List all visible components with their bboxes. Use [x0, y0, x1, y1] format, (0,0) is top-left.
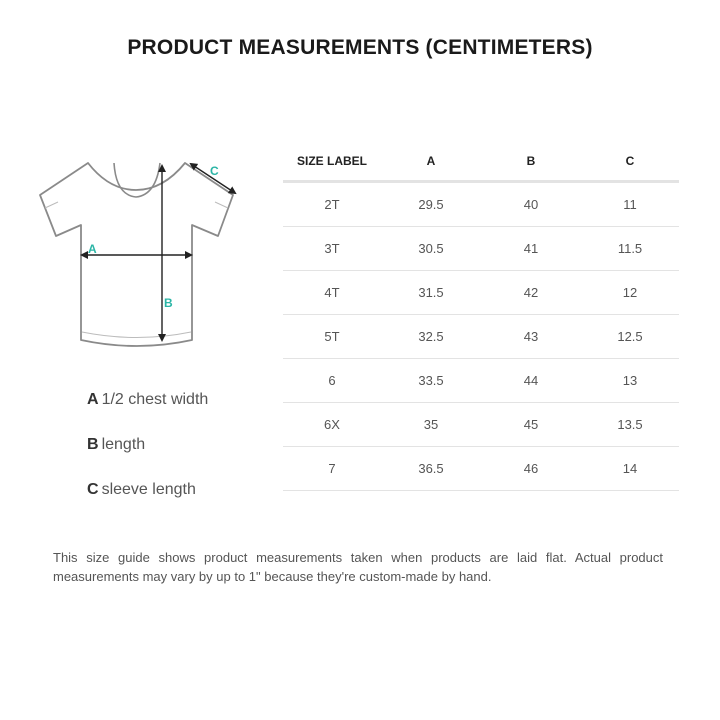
legend-item-a [87, 390, 208, 435]
table-cell: 35 [381, 403, 481, 447]
table-row [283, 447, 679, 491]
table-cell: 41 [481, 227, 581, 271]
table-cell: 13 [581, 359, 679, 403]
column-header: SIZE LABEL [296, 154, 367, 168]
left-sleeve-hem [45, 202, 58, 208]
table-cell: 46 [481, 447, 581, 491]
table-cell: 29.5 [381, 182, 481, 227]
measurement-legend [87, 390, 208, 525]
table-row [283, 359, 679, 403]
table-cell: 6X [283, 403, 381, 447]
table-cell: 32.5 [381, 315, 481, 359]
table-row [283, 403, 679, 447]
table-cell: 14 [581, 447, 679, 491]
tshirt-collar [114, 163, 160, 197]
legend-letter: A [87, 391, 99, 408]
bottom-hem [82, 332, 191, 338]
table-cell: 4T [283, 271, 381, 315]
legend-letter: B [87, 436, 99, 453]
table-cell: 11 [581, 182, 679, 227]
table-cell: 36.5 [381, 447, 481, 491]
table-cell: 2T [283, 182, 381, 227]
table-row [283, 271, 679, 315]
table-cell: 40 [481, 182, 581, 227]
right-sleeve-hem [215, 202, 228, 208]
table-cell: 45 [481, 403, 581, 447]
legend-text: sleeve length [101, 481, 196, 498]
tshirt-diagram [30, 150, 250, 370]
legend-item-c [87, 480, 208, 525]
table-cell: 12 [581, 271, 679, 315]
legend-text: 1/2 chest width [101, 391, 209, 408]
table-header-row [283, 142, 679, 182]
table-cell: 6 [283, 359, 381, 403]
table-cell: 3T [283, 227, 381, 271]
page-title: PRODUCT MEASUREMENTS (CENTIMETERS) [127, 36, 593, 59]
table-cell: 42 [481, 271, 581, 315]
table-cell: 12.5 [581, 315, 679, 359]
table-row [283, 182, 679, 227]
table-cell: 43 [481, 315, 581, 359]
column-header: C [625, 154, 635, 168]
table-row [283, 227, 679, 271]
table-cell: 5T [283, 315, 381, 359]
table-cell: 30.5 [381, 227, 481, 271]
legend-item-b [87, 435, 208, 480]
table-cell: 11.5 [581, 227, 679, 271]
label-b: B [164, 296, 173, 310]
column-header: B [526, 154, 536, 168]
size-table [283, 142, 679, 491]
table-cell: 44 [481, 359, 581, 403]
disclaimer-note: This size guide shows product measurements taken when products are laid flat. Actual product measurements may vary by up to 1" because they're custom-made by hand. [53, 550, 663, 584]
column-header: A [426, 154, 436, 168]
table-row [283, 315, 679, 359]
table-cell: 31.5 [381, 271, 481, 315]
legend-text: length [101, 436, 146, 453]
legend-letter: C [87, 481, 99, 498]
label-c: C [210, 164, 219, 178]
label-a: A [88, 242, 97, 256]
table-cell: 33.5 [381, 359, 481, 403]
table-cell: 7 [283, 447, 381, 491]
table-cell: 13.5 [581, 403, 679, 447]
